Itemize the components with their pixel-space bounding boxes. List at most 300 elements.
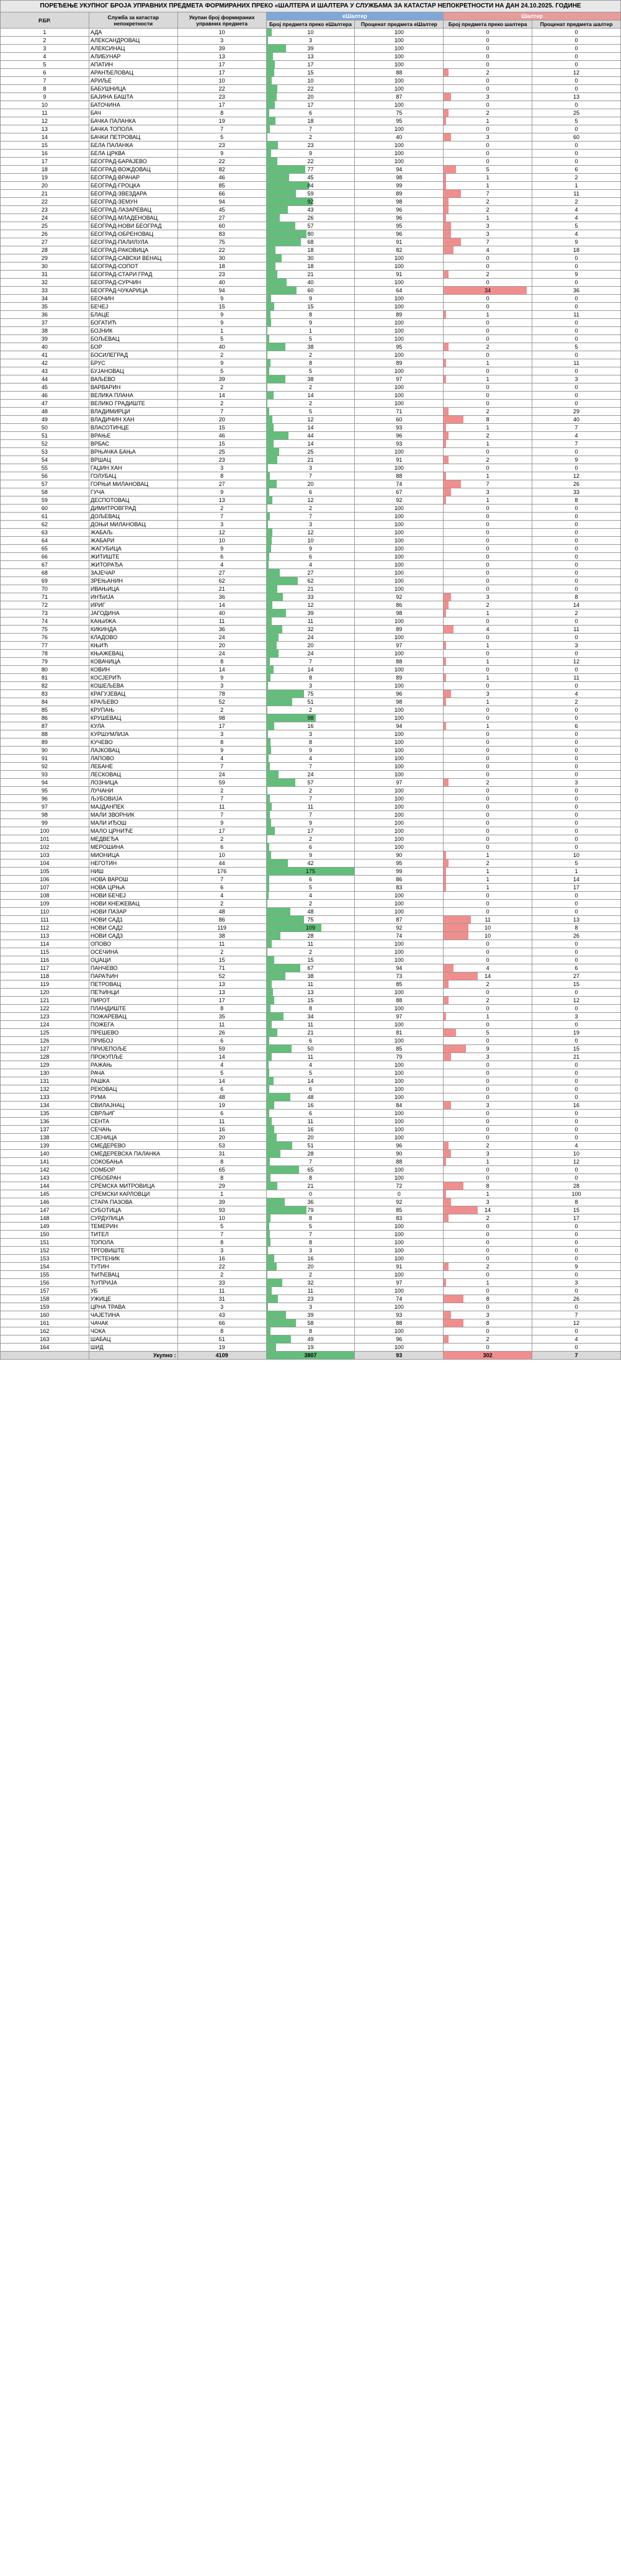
schalter-count: 0 bbox=[444, 53, 532, 61]
eschalter-percent: 92 bbox=[355, 496, 444, 505]
total-count: 44 bbox=[177, 859, 266, 868]
eschalter-percent: 100 bbox=[355, 1239, 444, 1247]
eschalter-percent: 74 bbox=[355, 480, 444, 488]
total-count: 25 bbox=[177, 448, 266, 456]
total-count: 33 bbox=[177, 1279, 266, 1287]
table-row bbox=[1, 553, 621, 561]
total-count: 3 bbox=[177, 1303, 266, 1311]
row-index: 16 bbox=[1, 150, 89, 158]
schalter-count: 1 bbox=[444, 359, 532, 367]
row-index: 94 bbox=[1, 779, 89, 787]
office-name: БЕОГРАД-ОБРЕНОВАЦ bbox=[89, 230, 177, 238]
office-name: КОСЈЕРИЋ bbox=[89, 674, 177, 682]
office-name: ВЛАДИЧИН ХАН bbox=[89, 416, 177, 424]
eschalter-percent: 100 bbox=[355, 384, 444, 392]
schalter-percent: 5 bbox=[532, 117, 621, 125]
eschalter-percent: 100 bbox=[355, 738, 444, 747]
table-row bbox=[1, 787, 621, 795]
schalter-count: 7 bbox=[444, 190, 532, 198]
table-row bbox=[1, 521, 621, 529]
table-row bbox=[1, 1206, 621, 1214]
schalter-count: 1 bbox=[444, 174, 532, 182]
total-count: 20 bbox=[177, 642, 266, 650]
schalter-count: 3 bbox=[444, 133, 532, 141]
eschalter-count: 43 bbox=[266, 206, 355, 214]
table-row bbox=[1, 835, 621, 843]
eschalter-percent: 100 bbox=[355, 1077, 444, 1085]
row-index: 21 bbox=[1, 190, 89, 198]
eschalter-percent: 74 bbox=[355, 1295, 444, 1303]
total-count: 52 bbox=[177, 698, 266, 706]
office-name: МЕДВЕЂА bbox=[89, 835, 177, 843]
eschalter-percent: 100 bbox=[355, 1093, 444, 1102]
schalter-count: 10 bbox=[444, 924, 532, 932]
eschalter-percent: 100 bbox=[355, 553, 444, 561]
eschalter-percent: 64 bbox=[355, 287, 444, 295]
schalter-percent: 17 bbox=[532, 1214, 621, 1223]
schalter-percent: 0 bbox=[532, 553, 621, 561]
eschalter-percent: 98 bbox=[355, 698, 444, 706]
schalter-percent: 0 bbox=[532, 150, 621, 158]
schalter-percent: 0 bbox=[532, 835, 621, 843]
eschalter-count: 12 bbox=[266, 496, 355, 505]
eschalter-percent: 88 bbox=[355, 69, 444, 77]
schalter-percent: 100 bbox=[532, 1190, 621, 1198]
row-index: 80 bbox=[1, 666, 89, 674]
schalter-percent: 0 bbox=[532, 682, 621, 690]
row-index: 101 bbox=[1, 835, 89, 843]
schalter-count: 0 bbox=[444, 892, 532, 900]
office-name: БЕОГРАД-ПАЛИЛУЛА bbox=[89, 238, 177, 246]
schalter-percent: 0 bbox=[532, 819, 621, 827]
total-count: 8 bbox=[177, 658, 266, 666]
eschalter-percent: 0 bbox=[355, 1190, 444, 1198]
total-count: 59 bbox=[177, 1045, 266, 1053]
schalter-count: 0 bbox=[444, 85, 532, 93]
table-row bbox=[1, 730, 621, 738]
eschalter-percent: 88 bbox=[355, 658, 444, 666]
eschalter-count: 20 bbox=[266, 1134, 355, 1142]
table-row bbox=[1, 125, 621, 133]
schalter-percent: 0 bbox=[532, 319, 621, 327]
eschalter-percent: 98 bbox=[355, 174, 444, 182]
schalter-count: 0 bbox=[444, 747, 532, 755]
eschalter-count: 7 bbox=[266, 1231, 355, 1239]
schalter-count: 1 bbox=[444, 1013, 532, 1021]
total-count: 23 bbox=[177, 93, 266, 101]
total-count: 12 bbox=[177, 529, 266, 537]
eschalter-percent: 100 bbox=[355, 367, 444, 375]
row-index: 118 bbox=[1, 972, 89, 981]
row-index: 64 bbox=[1, 537, 89, 545]
schalter-count: 0 bbox=[444, 811, 532, 819]
schalter-count: 2 bbox=[444, 859, 532, 868]
schalter-percent: 8 bbox=[532, 924, 621, 932]
total-count: 59 bbox=[177, 779, 266, 787]
schalter-percent: 0 bbox=[532, 585, 621, 593]
eschalter-percent: 100 bbox=[355, 1271, 444, 1279]
office-name: ЖАБАРИ bbox=[89, 537, 177, 545]
schalter-count: 3 bbox=[444, 222, 532, 230]
schalter-percent: 0 bbox=[532, 537, 621, 545]
office-name: БАТОЧИНА bbox=[89, 101, 177, 109]
eschalter-count: 7 bbox=[266, 472, 355, 480]
office-name: ПРИЈЕПОЉЕ bbox=[89, 1045, 177, 1053]
row-index: 161 bbox=[1, 1319, 89, 1327]
schalter-percent: 0 bbox=[532, 1287, 621, 1295]
schalter-percent: 0 bbox=[532, 1239, 621, 1247]
office-name: ИВАЊИЦА bbox=[89, 585, 177, 593]
schalter-count: 0 bbox=[444, 37, 532, 45]
office-name: ВАРВАРИН bbox=[89, 384, 177, 392]
total-count: 83 bbox=[177, 230, 266, 238]
schalter-percent: 1 bbox=[532, 182, 621, 190]
eschalter-count: 2 bbox=[266, 900, 355, 908]
schalter-count: 0 bbox=[444, 61, 532, 69]
schalter-percent: 0 bbox=[532, 1327, 621, 1335]
table-row bbox=[1, 1303, 621, 1311]
schalter-percent: 8 bbox=[532, 593, 621, 601]
eschalter-count: 57 bbox=[266, 222, 355, 230]
eschalter-percent: 88 bbox=[355, 1319, 444, 1327]
eschalter-count: 17 bbox=[266, 101, 355, 109]
table-row bbox=[1, 593, 621, 601]
row-index: 29 bbox=[1, 254, 89, 263]
office-name: БЕОГРАД-ГРОЦКА bbox=[89, 182, 177, 190]
total-count: 3 bbox=[177, 730, 266, 738]
office-name: РЕКОВАЦ bbox=[89, 1085, 177, 1093]
office-name: ЖАГУБИЦА bbox=[89, 545, 177, 553]
eschalter-percent: 97 bbox=[355, 375, 444, 384]
schalter-count: 0 bbox=[444, 1231, 532, 1239]
eschalter-count: 21 bbox=[266, 1182, 355, 1190]
header-total: Укупан број формираних управних предмета bbox=[177, 12, 266, 29]
office-name: ПОЖАРЕВАЦ bbox=[89, 1013, 177, 1021]
row-index: 102 bbox=[1, 843, 89, 851]
row-index: 19 bbox=[1, 174, 89, 182]
schalter-count: 0 bbox=[444, 505, 532, 513]
table-row bbox=[1, 319, 621, 327]
row-index: 127 bbox=[1, 1045, 89, 1053]
row-index: 88 bbox=[1, 730, 89, 738]
office-name: БАЧКИ ПЕТРОВАЦ bbox=[89, 133, 177, 141]
total-count: 4 bbox=[177, 561, 266, 569]
row-index: 141 bbox=[1, 1158, 89, 1166]
eschalter-percent: 100 bbox=[355, 29, 444, 37]
eschalter-count: 4 bbox=[266, 561, 355, 569]
schalter-count: 0 bbox=[444, 1327, 532, 1335]
schalter-count: 1 bbox=[444, 1190, 532, 1198]
schalter-percent: 0 bbox=[532, 561, 621, 569]
row-index: 137 bbox=[1, 1126, 89, 1134]
total-count: 3 bbox=[177, 521, 266, 529]
row-index: 105 bbox=[1, 868, 89, 876]
eschalter-percent: 96 bbox=[355, 1142, 444, 1150]
office-name: ВЕЛИКА ПЛАНА bbox=[89, 392, 177, 400]
row-index: 9 bbox=[1, 93, 89, 101]
schalter-count: 0 bbox=[444, 577, 532, 585]
office-name: БАЧКА ПАЛАНКА bbox=[89, 117, 177, 125]
total-count: 7 bbox=[177, 763, 266, 771]
eschalter-count: 75 bbox=[266, 916, 355, 924]
row-index: 62 bbox=[1, 521, 89, 529]
office-name: ВРБАС bbox=[89, 440, 177, 448]
eschalter-percent: 93 bbox=[355, 440, 444, 448]
eschalter-count: 3 bbox=[266, 1303, 355, 1311]
schalter-count: 3 bbox=[444, 593, 532, 601]
table-row bbox=[1, 1150, 621, 1158]
total-count: 3 bbox=[177, 1247, 266, 1255]
eschalter-count: 15 bbox=[266, 997, 355, 1005]
table-row bbox=[1, 868, 621, 876]
eschalter-percent: 87 bbox=[355, 93, 444, 101]
group-header-schalter: Шалтер bbox=[444, 12, 621, 20]
schalter-count: 1 bbox=[444, 722, 532, 730]
row-index: 60 bbox=[1, 505, 89, 513]
row-index: 8 bbox=[1, 85, 89, 93]
eschalter-count: 3 bbox=[266, 682, 355, 690]
office-name: ЛЕБАНЕ bbox=[89, 763, 177, 771]
schalter-percent: 0 bbox=[532, 400, 621, 408]
eschalter-count: 42 bbox=[266, 859, 355, 868]
schalter-count: 0 bbox=[444, 1303, 532, 1311]
table-row bbox=[1, 537, 621, 545]
total-count: 17 bbox=[177, 69, 266, 77]
eschalter-percent: 100 bbox=[355, 908, 444, 916]
schalter-count: 0 bbox=[444, 835, 532, 843]
row-index: 56 bbox=[1, 472, 89, 480]
total-count: 9 bbox=[177, 150, 266, 158]
row-index: 4 bbox=[1, 53, 89, 61]
office-name: КЛАДОВО bbox=[89, 634, 177, 642]
header-e-pct: Проценат предмета еШалтер bbox=[355, 20, 444, 29]
eschalter-percent: 100 bbox=[355, 545, 444, 553]
office-name: БЕОЧИН bbox=[89, 295, 177, 303]
eschalter-count: 109 bbox=[266, 924, 355, 932]
schalter-percent: 11 bbox=[532, 626, 621, 634]
schalter-count: 0 bbox=[444, 1166, 532, 1174]
total-count: 15 bbox=[177, 440, 266, 448]
total-count: 6 bbox=[177, 1110, 266, 1118]
schalter-percent: 15 bbox=[532, 981, 621, 989]
total-count: 36 bbox=[177, 593, 266, 601]
schalter-count: 2 bbox=[444, 408, 532, 416]
schalter-count: 0 bbox=[444, 545, 532, 553]
schalter-count: 0 bbox=[444, 77, 532, 85]
eschalter-count: 18 bbox=[266, 263, 355, 271]
total-count: 22 bbox=[177, 1263, 266, 1271]
schalter-count: 0 bbox=[444, 254, 532, 263]
schalter-percent: 0 bbox=[532, 650, 621, 658]
total-count: 20 bbox=[177, 416, 266, 424]
schalter-count: 1 bbox=[444, 472, 532, 480]
eschalter-percent: 100 bbox=[355, 351, 444, 359]
schalter-count: 0 bbox=[444, 529, 532, 537]
row-index: 3 bbox=[1, 45, 89, 53]
total-count: 8 bbox=[177, 1005, 266, 1013]
office-name: НОВИ КНЕЖЕВАЦ bbox=[89, 900, 177, 908]
schalter-percent: 0 bbox=[532, 1271, 621, 1279]
schalter-count: 3 bbox=[444, 230, 532, 238]
schalter-count: 0 bbox=[444, 384, 532, 392]
schalter-count: 3 bbox=[444, 1311, 532, 1319]
table-row bbox=[1, 666, 621, 674]
table-row bbox=[1, 706, 621, 714]
total-count: 60 bbox=[177, 222, 266, 230]
schalter-percent: 29 bbox=[532, 408, 621, 416]
eschalter-percent: 67 bbox=[355, 488, 444, 496]
eschalter-count: 11 bbox=[266, 940, 355, 948]
eschalter-count: 8 bbox=[266, 1327, 355, 1335]
eschalter-count: 3 bbox=[266, 464, 355, 472]
schalter-count: 0 bbox=[444, 141, 532, 150]
eschalter-percent: 83 bbox=[355, 1214, 444, 1223]
row-index: 17 bbox=[1, 158, 89, 166]
schalter-percent: 16 bbox=[532, 1102, 621, 1110]
eschalter-percent: 100 bbox=[355, 730, 444, 738]
office-name: БОЉЕВАЦ bbox=[89, 335, 177, 343]
table-row bbox=[1, 61, 621, 69]
eschalter-percent: 88 bbox=[355, 1158, 444, 1166]
total-count: 8 bbox=[177, 472, 266, 480]
total-count: 19 bbox=[177, 1344, 266, 1352]
schalter-percent: 0 bbox=[532, 1255, 621, 1263]
table-row bbox=[1, 392, 621, 400]
total-count: 16 bbox=[177, 1255, 266, 1263]
table-row bbox=[1, 263, 621, 271]
office-name: ТРСТЕНИК bbox=[89, 1255, 177, 1263]
office-name: КРУШЕВАЦ bbox=[89, 714, 177, 722]
schalter-count: 4 bbox=[444, 246, 532, 254]
schalter-percent: 10 bbox=[532, 851, 621, 859]
eschalter-percent: 100 bbox=[355, 1005, 444, 1013]
row-index: 47 bbox=[1, 400, 89, 408]
office-name: КОШЕЉЕВА bbox=[89, 682, 177, 690]
schalter-percent: 28 bbox=[532, 1182, 621, 1190]
eschalter-percent: 96 bbox=[355, 214, 444, 222]
row-index: 147 bbox=[1, 1206, 89, 1214]
eschalter-percent: 100 bbox=[355, 448, 444, 456]
eschalter-percent: 100 bbox=[355, 279, 444, 287]
eschalter-percent: 100 bbox=[355, 682, 444, 690]
row-index: 115 bbox=[1, 948, 89, 956]
eschalter-percent: 100 bbox=[355, 61, 444, 69]
row-index: 116 bbox=[1, 956, 89, 964]
total-count: 23 bbox=[177, 456, 266, 464]
eschalter-count: 6 bbox=[266, 1037, 355, 1045]
schalter-percent: 0 bbox=[532, 795, 621, 803]
total-count: 7 bbox=[177, 513, 266, 521]
table-row bbox=[1, 327, 621, 335]
eschalter-percent: 73 bbox=[355, 972, 444, 981]
schalter-percent: 0 bbox=[532, 101, 621, 109]
total-count: 71 bbox=[177, 964, 266, 972]
total-count: 43 bbox=[177, 1311, 266, 1319]
total-count: 15 bbox=[177, 303, 266, 311]
schalter-percent: 0 bbox=[532, 771, 621, 779]
row-index: 42 bbox=[1, 359, 89, 367]
row-index: 45 bbox=[1, 384, 89, 392]
eschalter-percent: 100 bbox=[355, 125, 444, 133]
schalter-count: 0 bbox=[444, 303, 532, 311]
eschalter-percent: 89 bbox=[355, 359, 444, 367]
total-count: 53 bbox=[177, 1142, 266, 1150]
total-count: 14 bbox=[177, 601, 266, 609]
total-count: 94 bbox=[177, 287, 266, 295]
table-row bbox=[1, 93, 621, 101]
schalter-percent: 6 bbox=[532, 722, 621, 730]
table-row bbox=[1, 150, 621, 158]
office-name: БЕОГРАД-СУРЧИН bbox=[89, 279, 177, 287]
schalter-count: 0 bbox=[444, 1255, 532, 1263]
schalter-count: 2 bbox=[444, 343, 532, 351]
office-name: КОВИН bbox=[89, 666, 177, 674]
row-index: 89 bbox=[1, 738, 89, 747]
table-row bbox=[1, 609, 621, 617]
table-row bbox=[1, 529, 621, 537]
schalter-percent: 0 bbox=[532, 351, 621, 359]
schalter-percent: 15 bbox=[532, 1045, 621, 1053]
schalter-count: 3 bbox=[444, 1102, 532, 1110]
schalter-count: 8 bbox=[444, 1295, 532, 1303]
office-name: БЕОГРАД-РАКОВИЦА bbox=[89, 246, 177, 254]
eschalter-count: 77 bbox=[266, 166, 355, 174]
eschalter-count: 3 bbox=[266, 521, 355, 529]
table-row bbox=[1, 117, 621, 125]
eschalter-count: 10 bbox=[266, 77, 355, 85]
eschalter-percent: 100 bbox=[355, 989, 444, 997]
eschalter-percent: 75 bbox=[355, 109, 444, 117]
row-index: 164 bbox=[1, 1344, 89, 1352]
table-row bbox=[1, 1271, 621, 1279]
total-count: 24 bbox=[177, 771, 266, 779]
row-index: 149 bbox=[1, 1223, 89, 1231]
office-name: МАЛО ЦРНИЋЕ bbox=[89, 827, 177, 835]
eschalter-percent: 100 bbox=[355, 892, 444, 900]
office-name: ПОЖЕГА bbox=[89, 1021, 177, 1029]
eschalter-percent: 97 bbox=[355, 1013, 444, 1021]
total-count: 6 bbox=[177, 843, 266, 851]
schalter-percent: 0 bbox=[532, 900, 621, 908]
total-count: 22 bbox=[177, 85, 266, 93]
row-index: 36 bbox=[1, 311, 89, 319]
schalter-percent: 0 bbox=[532, 706, 621, 714]
total-count: 8 bbox=[177, 109, 266, 117]
row-index: 148 bbox=[1, 1214, 89, 1223]
office-name: БАБУШНИЦА bbox=[89, 85, 177, 93]
eschalter-count: 80 bbox=[266, 230, 355, 238]
schalter-percent: 0 bbox=[532, 989, 621, 997]
schalter-count: 5 bbox=[444, 1029, 532, 1037]
table-row bbox=[1, 77, 621, 85]
total-count: 10 bbox=[177, 1214, 266, 1223]
schalter-count: 2 bbox=[444, 271, 532, 279]
eschalter-count: 48 bbox=[266, 908, 355, 916]
table-row bbox=[1, 1013, 621, 1021]
schalter-percent: 0 bbox=[532, 29, 621, 37]
table-row bbox=[1, 1239, 621, 1247]
eschalter-percent: 100 bbox=[355, 327, 444, 335]
office-name: СРЕМСКА МИТРОВИЦА bbox=[89, 1182, 177, 1190]
eschalter-count: 58 bbox=[266, 1319, 355, 1327]
eschalter-percent: 96 bbox=[355, 1335, 444, 1344]
schalter-percent: 0 bbox=[532, 448, 621, 456]
eschalter-percent: 71 bbox=[355, 408, 444, 416]
eschalter-percent: 100 bbox=[355, 303, 444, 311]
row-index: 114 bbox=[1, 940, 89, 948]
schalter-count: 0 bbox=[444, 263, 532, 271]
table-row bbox=[1, 940, 621, 948]
